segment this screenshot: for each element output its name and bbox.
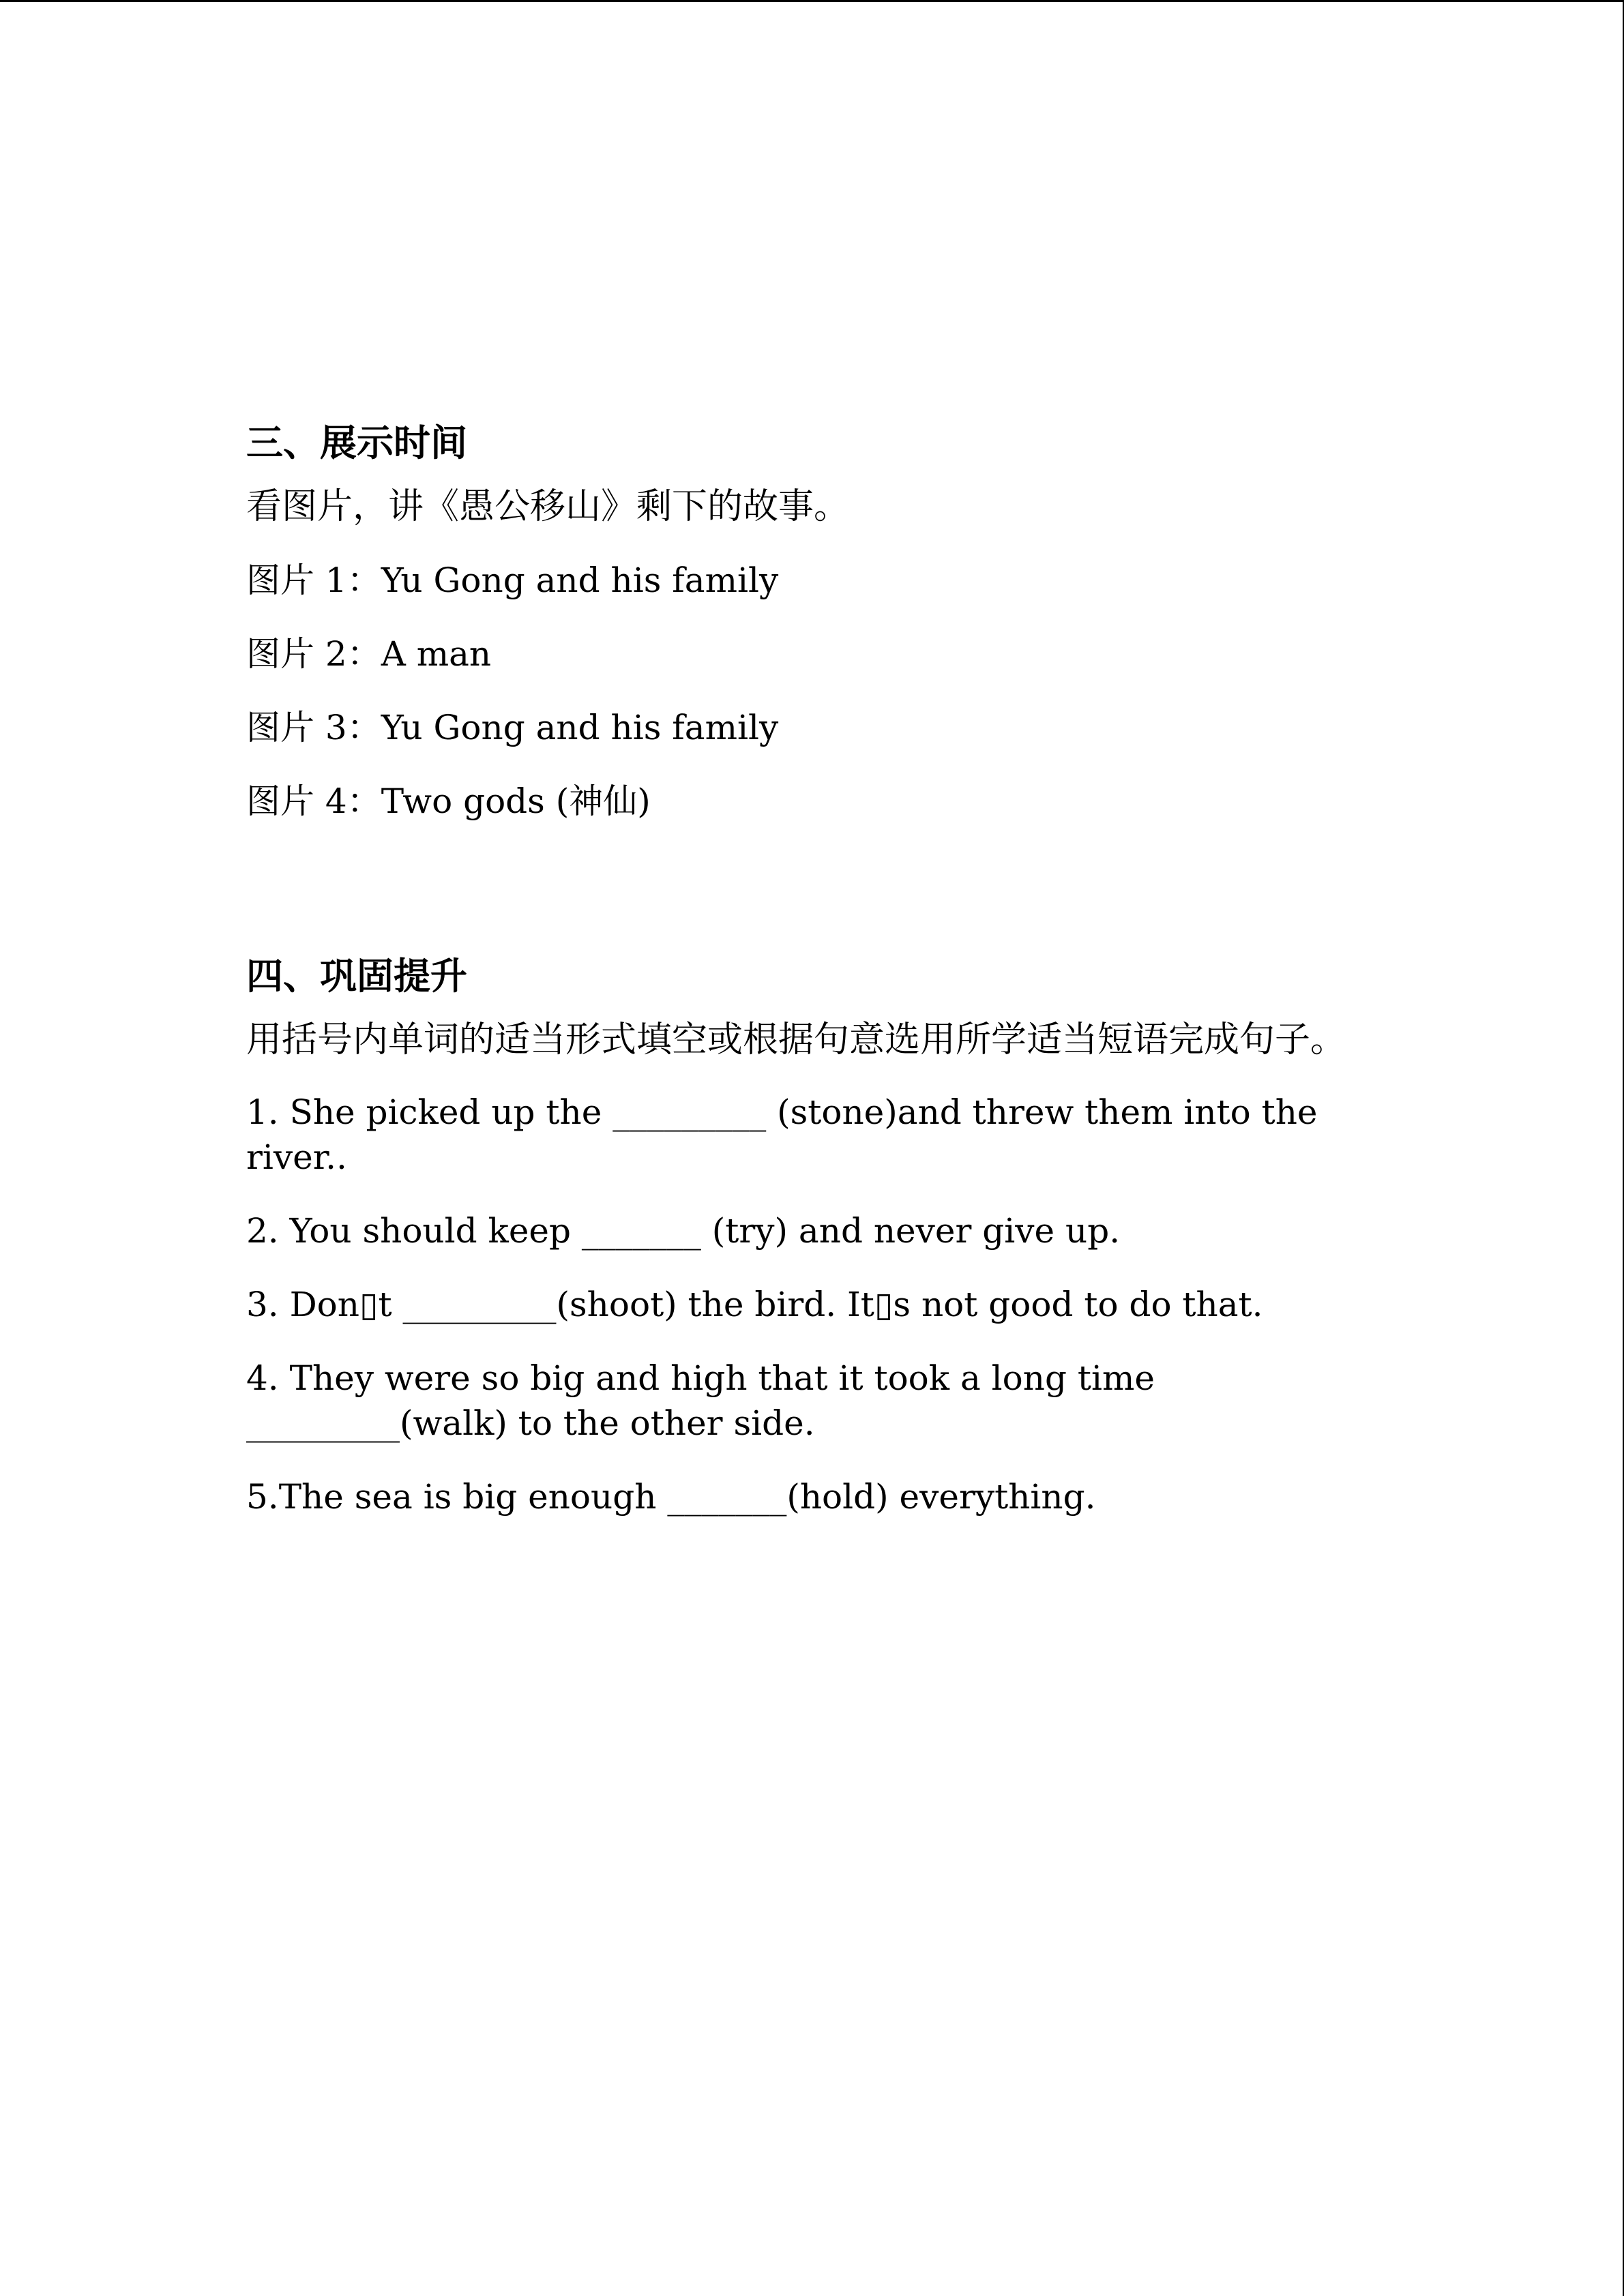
section-spacer bbox=[246, 852, 1378, 949]
exercise-item-1: 1. She picked up the _________ (stone)and threw them into the river.. bbox=[246, 1092, 1318, 1177]
picture-item-4: 图片 4：Two gods (神仙) bbox=[246, 781, 651, 821]
section-3-instruction: 看图片，讲《愚公移山》剩下的故事。 bbox=[246, 486, 850, 527]
picture-item-3: 图片 3：Yu Gong and his family bbox=[246, 708, 779, 747]
section-4-title: 四、巩固提升 bbox=[246, 955, 467, 998]
section-4-instruction: 用括号内单词的适当形式填空或根据句意选用所学适当短语完成句子。 bbox=[246, 1019, 1346, 1060]
section-3-title: 三、展示时间 bbox=[246, 421, 467, 464]
exercise-item-2: 2. You should keep _______ (try) and never give up. bbox=[246, 1211, 1121, 1251]
document-body bbox=[246, 416, 1378, 1548]
picture-item-2: 图片 2：A man bbox=[246, 634, 492, 674]
exercise-item-3: 3. Don▯t _________(shoot) the bird. It▯s not good to do that. bbox=[246, 1285, 1263, 1324]
picture-item-1: 图片 1：Yu Gong and his family bbox=[246, 561, 779, 600]
exercise-item-4: 4. They were so big and high that it took a long time _________(walk) to the other side. bbox=[246, 1358, 1155, 1443]
exercise-item-5: 5.The sea is big enough _______(hold) everything. bbox=[246, 1477, 1096, 1517]
page-top-border bbox=[0, 0, 1624, 2]
